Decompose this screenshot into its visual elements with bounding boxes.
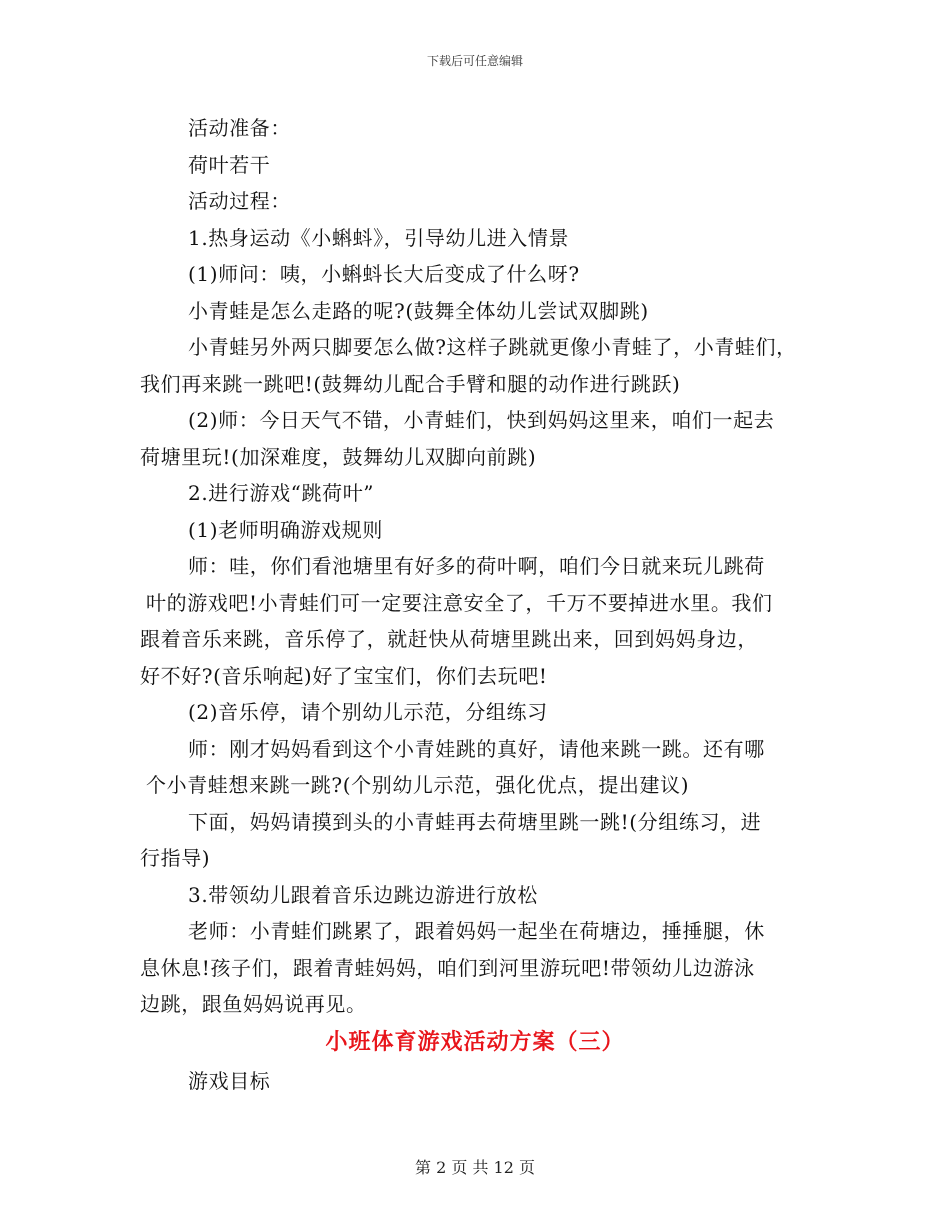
paragraph-line: 游戏目标	[188, 1068, 271, 1093]
paragraph-line: 下面，妈妈请摸到头的小青蛙再去荷塘里跳一跳!(分组练习，进	[188, 809, 762, 834]
page-header: 下载后可任意编辑	[426, 54, 523, 68]
paragraph-line: 3.带领幼儿跟着音乐边跳边游进行放松	[188, 882, 538, 907]
paragraph-line: 活动过程：	[188, 189, 291, 213]
paragraph-line: (2)师：今日天气不错，小青蛙们，快到妈妈这里来，咱们一起去	[188, 408, 775, 432]
paragraph-line: (2)音乐停，请个别幼儿示范，分组练习	[188, 700, 548, 724]
document-body	[140, 110, 820, 1099]
paragraph-line: (1)老师明确游戏规则	[188, 517, 383, 542]
paragraph-line: 叶的游戏吧!小青蛙们可一定要注意安全了，千万不要掉进水里。我们	[146, 590, 773, 615]
paragraph-line: 1.热身运动《小蝌蚪》，引导幼儿进入情景	[188, 225, 570, 250]
paragraph-line: 活动准备：	[188, 116, 291, 140]
paragraph-line: 2.进行游戏“跳荷叶”	[188, 481, 375, 505]
paragraph-line: 个小青蛙想来跳一跳?(个别幼儿示范，强化优点，提出建议)	[146, 773, 690, 797]
paragraph-line: 我们再来跳一跳吧!(鼓舞幼儿配合手臂和腿的动作进行跳跃)	[140, 371, 681, 396]
paragraph-line: 跟着音乐来跳，音乐停了，就赶快从荷塘里跳出来，回到妈妈身边，	[140, 627, 758, 651]
paragraph-line: 小青蛙另外两只脚要怎么做?这样子跳就更像小青蛙了，小青蛙们，	[188, 335, 797, 359]
page-footer: 第 2 页 共 12 页	[415, 1158, 535, 1177]
paragraph-line: (1)师问：咦，小蝌蚪长大后变成了什么呀?	[188, 262, 580, 286]
paragraph-line: 小青蛙是怎么走路的呢?(鼓舞全体幼儿尝试双脚跳)	[188, 298, 649, 323]
paragraph-line: 荷塘里玩!(加深难度，鼓舞幼儿双脚向前跳)	[140, 444, 537, 469]
paragraph-line: 息休息!孩子们，跟着青蛙妈妈，咱们到河里游玩吧!带领幼儿边游泳	[140, 955, 755, 980]
paragraph-line: 荷叶若干	[188, 152, 271, 177]
paragraph-line: 好不好?(音乐响起)好了宝宝们，你们去玩吧!	[140, 663, 548, 688]
paragraph-line: 老师：小青蛙们跳累了，跟着妈妈一起坐在荷塘边，捶捶腿，休	[188, 919, 765, 943]
section-title: 小班体育游戏活动方案（三）	[325, 1029, 625, 1055]
paragraph-line: 师：哇，你们看池塘里有好多的荷叶啊，咱们今日就来玩儿跳荷	[188, 554, 765, 578]
paragraph-line: 行指导)	[140, 846, 211, 870]
paragraph-line: 边跳，跟鱼妈妈说再见。	[140, 992, 367, 1016]
paragraph-line: 师：刚才妈妈看到这个小青娃跳的真好，请他来跳一跳。还有哪	[188, 736, 765, 761]
